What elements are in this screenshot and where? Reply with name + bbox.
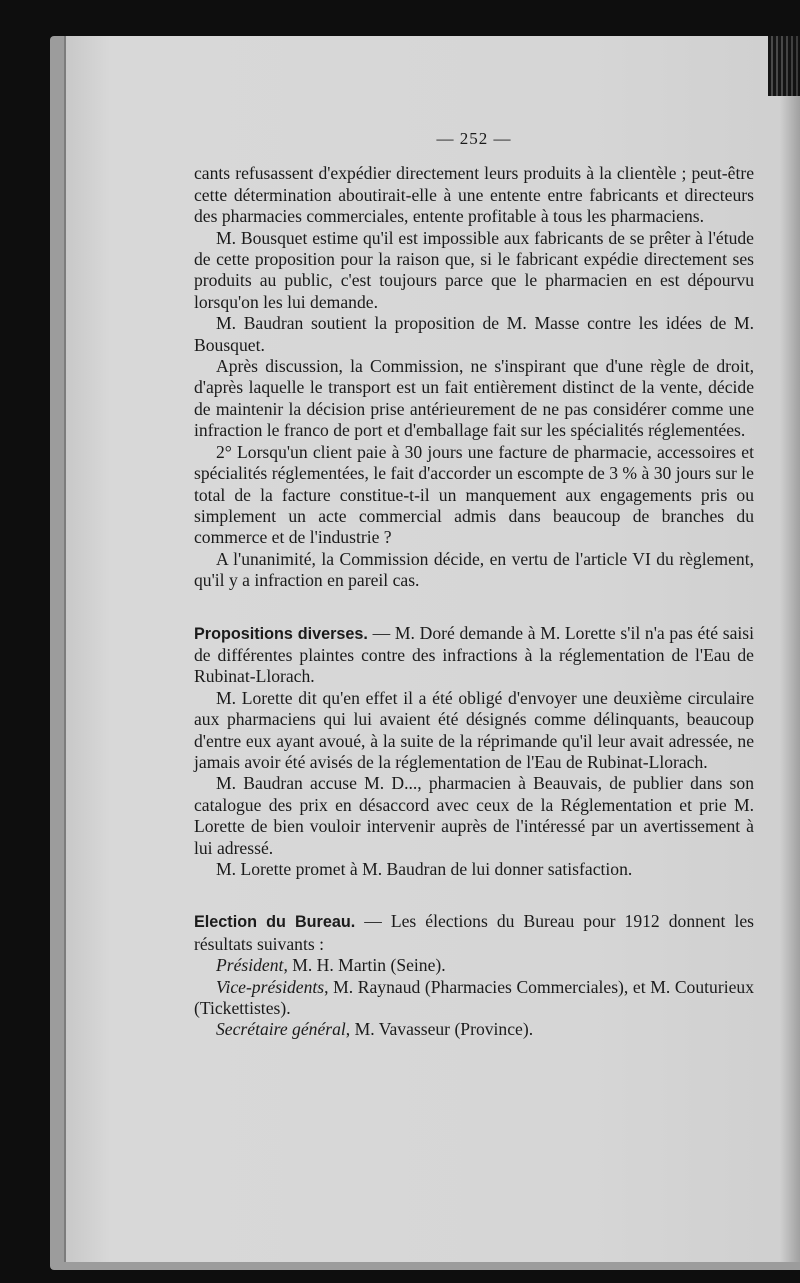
paragraph-lorette: M. Lorette dit qu'en effet il a été obligé d'envoyer une deuxième circulaire aux pharmaciens qui lui avaient été désignés comme délinquants, beaucoup d'entre eux ayant avoué, à la suite de la réprimande qu'il leur avait adressée, ne jamais avoir été avisés de la réglementation de l'Eau de Rubinat-Llorach. — [194, 687, 754, 772]
section-heading-propositions: Propositions diverses. — [194, 624, 368, 643]
paragraph-question-escompte: 2° Lorsqu'un client paie à 30 jours une facture de pharmacie, accessoires et spécialités réglementées, le fait d'accorder un escompte de 3 % à 30 jours sur le total de la facture constitue-t-il un manquement aux engagements pris ou simplement un acte commercial admis dans beaucoup de branches du commerce et de l'industrie ? — [194, 441, 754, 548]
paragraph-baudran: M. Baudran soutient la proposition de M. Masse contre les idées de M. Bousquet. — [194, 313, 754, 355]
paragraph-decision: A l'unanimité, la Commission décide, en vertu de l'article VI du règlement, qu'il y a infraction en pareil cas. — [194, 548, 754, 591]
officer-role: Secrétaire général — [216, 1019, 346, 1040]
section-election-du-bureau — [194, 911, 754, 955]
officer-role: Président — [216, 955, 284, 976]
officer-list — [194, 955, 754, 1041]
paragraph-baudran-accuse: M. Baudran accuse M. D..., pharmacien à Beauvais, de publier dans son catalogue des prix en désaccord avec ceux de la Réglementation et prie M. Lorette de bien vouloir intervenir auprès de l'intéressé par un avertissement à lui adressé. — [194, 773, 754, 858]
officer-role: Vice-présidents — [216, 976, 325, 997]
officer-name: , M. Raynaud (Pharmacies Commerciales), et M. Couturieux (Tickettistes). — [194, 976, 754, 1019]
officer-name: , M. H. Martin (Seine). — [283, 955, 446, 976]
page-text — [194, 128, 754, 1041]
election-intro: — Les élections du Bureau pour 1912 donnent les résultats suivants : — [194, 911, 754, 954]
paragraph-bousquet: M. Bousquet estime qu'il est impossible aux fabricants de se prêter à l'étude de cette proposition pour la raison que, si le fabricant expédie directement ses produits au public, c'est toujours parce que le pharmacien en est dépourvu lorsqu'on les lui demande. — [194, 227, 754, 312]
officer-vice-presidents — [194, 977, 754, 1020]
paragraph-discussion: Après discussion, la Commission, ne s'inspirant que d'une règle de droit, d'après laquelle le transport est un fait entièrement distinct de la vente, décide de maintenir la décision prise antérieurement de ne pas considérer comme une infraction le franco de port et d'emballage fait sur les spécialités réglementées. — [194, 356, 754, 441]
paragraph-continued: cants refusassent d'expédier directement leurs produits à la clientèle ; peut-être cette détermination aboutirait-elle à une entente entre fabricants et directeurs des pharmacies commerciales, entente profitable à tous les pharmaciens. — [194, 163, 754, 227]
binding-edge — [768, 36, 800, 96]
paragraph-lorette-promet: M. Lorette promet à M. Baudran de lui donner satisfaction. — [216, 859, 633, 879]
propositions-intro: — M. Doré demande à M. Lorette s'il n'a pas été saisi de différentes plaintes contre des infractions à la réglementation de l'Eau de Rubinat-Llorach. — [194, 622, 754, 687]
section-heading-election: Election du Bureau. — [194, 913, 356, 932]
officer-secretaire-general — [194, 1019, 754, 1040]
section-propositions-diverses — [194, 623, 754, 688]
page-number: — 252 — — [436, 129, 512, 148]
officer-president — [194, 955, 754, 976]
officer-name: , M. Vavasseur (Province). — [345, 1019, 534, 1040]
